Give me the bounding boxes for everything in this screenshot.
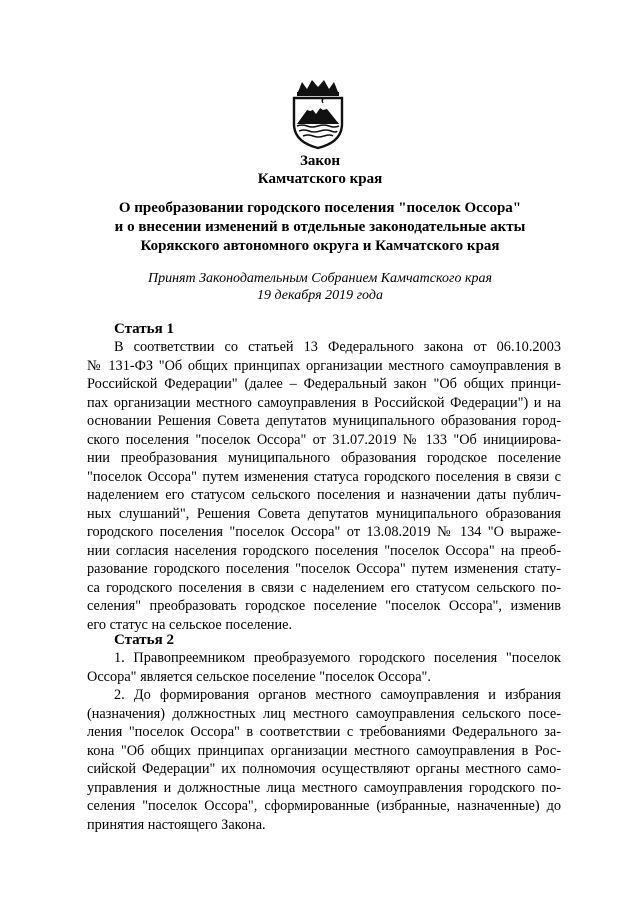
text-line: Оссора" является сельское поселение "поселок Оссора". [87,668,431,685]
article-2-part-1 [87,649,561,686]
text-line: наделением его статусом сельского поселения и назначении даты публич- [87,487,561,503]
law-title-word: Закон [299,153,340,169]
article-2-part-2 [87,686,561,834]
text-line: "поселок Оссора" путем изменения статуса городского поселения в связи с [87,468,561,485]
text-line: 2. До формирования органов местного самоуправления и избрания [114,687,561,703]
text-line: его статус на сельское поселение. [87,616,293,633]
text-line: нии согласия населения городского поселения "поселок Оссора" на преоб- [87,542,561,559]
text-line: селения" преобразовать городское поселение "поселок Оссора", изменив [87,598,561,614]
text-line: са городского поселения в связи с наделением его статусом сельского по- [87,579,561,596]
text-line: селения "поселок Оссора", сформированные (избранные, назначенные) до [87,798,561,814]
article-1-text [87,338,561,634]
heading-line: О преобразовании городского поселения "поселок Оссора" [118,200,522,216]
text-line: сийской Федерации" их полномочия осуществляют органы местного само- [87,761,561,777]
text-line: ных слушаний", Решения Совета депутатов муниципального образования [87,505,561,522]
adoption-date: 19 декабря 2019 года [257,288,383,303]
adoption-note [60,270,580,304]
text-line: Российской Федерации" (далее – Федеральный закон "Об общих принци- [87,376,561,392]
heading-line: и о внесении изменений в отдельные законодательные акты [114,219,526,235]
law-heading [60,199,580,256]
kamchatka-coat-of-arms-icon [288,78,348,150]
text-line: нии преобразования муниципального образования городское поселение [87,450,561,466]
heading-line: Корякского автономного округа и Камчатского края [140,238,500,254]
text-line: № 131-ФЗ "Об общих принципах организации местного самоуправления в [87,357,561,374]
law-title [60,152,580,188]
text-line: городского поселения "поселок Оссора" от 13.08.2019 № 134 "О выраже- [87,524,561,540]
text-line: ления "поселок Оссора" в соответствии с требованиями Федерального за- [87,724,561,740]
text-line: управления и должностные лица местного самоуправления городского по- [87,779,561,796]
law-title-region: Камчатского края [257,171,383,187]
text-line: разование городского поселения "поселок Оссора" путем изменения стату- [87,561,561,577]
text-line: (назначения) должностных лиц местного самоуправления сельского посе- [87,705,561,722]
text-line: В соответствии со статьей 13 Федерального закона от 06.10.2003 [114,339,561,355]
text-line: 1. Правопреемником преобразуемого городского поселения "поселок [114,650,561,666]
article-1-title: Статья 1 [114,321,174,337]
adoption-body: Принят Законодательным Собранием Камчатского края [147,271,493,286]
article-2-title: Статья 2 [114,632,174,648]
text-line: основании Решения Совета депутатов муниципального образования город- [87,413,561,429]
text-line: принятия настоящего Закона. [87,816,266,833]
text-line: кона "Об общих принципах организации местного самоуправления в Рос- [87,742,561,759]
text-line: пах организации местного самоуправления в Российской Федерации") и на [87,394,561,411]
text-line: ского поселения "поселок Оссора" от 31.07.2019 № 133 "Об инициирова- [87,431,561,448]
